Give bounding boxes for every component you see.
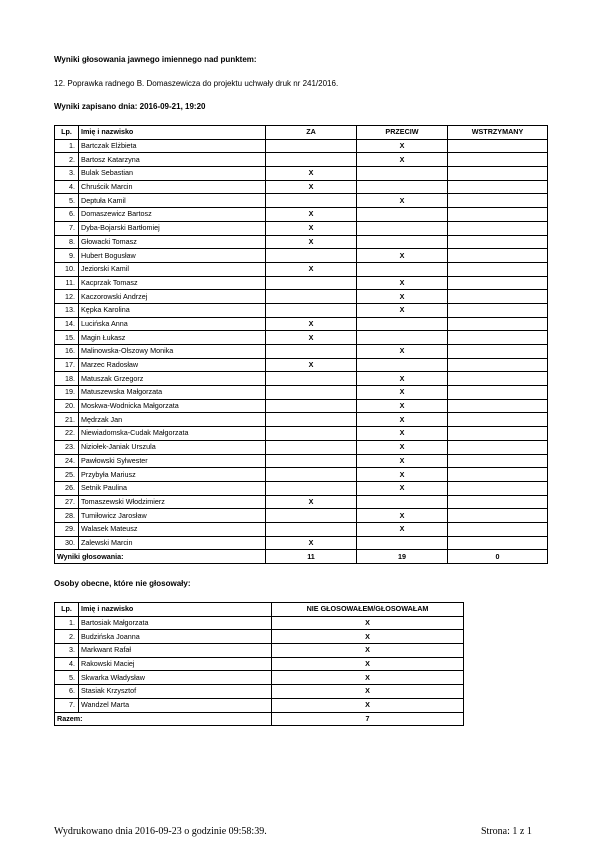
column-header-lp: Lp. bbox=[55, 126, 79, 140]
table-row bbox=[55, 317, 548, 331]
not-voted-mark: X bbox=[272, 630, 464, 644]
table-row bbox=[55, 481, 548, 495]
column-header-przeciw: PRZECIW bbox=[357, 126, 448, 140]
table-row bbox=[55, 262, 548, 276]
row-number: 30. bbox=[55, 536, 79, 550]
vote-za: X bbox=[266, 331, 357, 345]
voter-name: Deptuła Kamil bbox=[79, 194, 266, 208]
voter-name: Moskwa-Wodnicka Małgorzata bbox=[79, 399, 266, 413]
column-header-za: ZA bbox=[266, 126, 357, 140]
table-row bbox=[55, 644, 464, 658]
summary-za: 11 bbox=[266, 550, 357, 564]
row-number: 7. bbox=[55, 221, 79, 235]
voter-name: Magin Łukasz bbox=[79, 331, 266, 345]
table-row bbox=[55, 303, 548, 317]
person-name: Rakowski Maciej bbox=[79, 657, 272, 671]
row-number: 9. bbox=[55, 249, 79, 263]
voter-name: Hubert Bogusław bbox=[79, 249, 266, 263]
table-row bbox=[55, 509, 548, 523]
vote-przeciw bbox=[357, 221, 448, 235]
vote-przeciw: X bbox=[357, 427, 448, 441]
voter-name: Tomaszewski Włodzimierz bbox=[79, 495, 266, 509]
vote-przeciw bbox=[357, 180, 448, 194]
vote-za bbox=[266, 522, 357, 536]
table-row bbox=[55, 413, 548, 427]
row-number: 24. bbox=[55, 454, 79, 468]
vote-wstrzymany bbox=[448, 194, 548, 208]
table-row bbox=[55, 139, 548, 153]
vote-wstrzymany bbox=[448, 427, 548, 441]
voter-name: Bartczak Elżbieta bbox=[79, 139, 266, 153]
vote-przeciw: X bbox=[357, 481, 448, 495]
voter-name: Chruścik Marcin bbox=[79, 180, 266, 194]
vote-za bbox=[266, 194, 357, 208]
vote-wstrzymany bbox=[448, 481, 548, 495]
row-number: 6. bbox=[55, 685, 79, 699]
table-row bbox=[55, 440, 548, 454]
not-voted-mark: X bbox=[272, 698, 464, 712]
table-row bbox=[55, 153, 548, 167]
voter-name: Głowacki Tomasz bbox=[79, 235, 266, 249]
person-name: Budzińska Joanna bbox=[79, 630, 272, 644]
vote-za: X bbox=[266, 317, 357, 331]
table-header-row bbox=[55, 603, 464, 617]
vote-wstrzymany bbox=[448, 317, 548, 331]
table-row bbox=[55, 290, 548, 304]
row-number: 14. bbox=[55, 317, 79, 331]
row-number: 26. bbox=[55, 481, 79, 495]
table-row bbox=[55, 522, 548, 536]
vote-wstrzymany bbox=[448, 440, 548, 454]
not-voted-mark: X bbox=[272, 657, 464, 671]
vote-za: X bbox=[266, 167, 357, 181]
voter-name: Walasek Mateusz bbox=[79, 522, 266, 536]
absent-voters-table bbox=[54, 602, 464, 726]
table-row bbox=[55, 358, 548, 372]
vote-przeciw bbox=[357, 536, 448, 550]
row-number: 2. bbox=[55, 153, 79, 167]
vote-title: Wyniki głosowania jawnego imiennego nad punktem: bbox=[54, 55, 257, 64]
vote-wstrzymany bbox=[448, 139, 548, 153]
voter-name: Lucińska Anna bbox=[79, 317, 266, 331]
row-number: 2. bbox=[55, 630, 79, 644]
summary-label: Wyniki głosowania: bbox=[55, 550, 266, 564]
vote-przeciw: X bbox=[357, 399, 448, 413]
table-row bbox=[55, 536, 548, 550]
vote-za bbox=[266, 481, 357, 495]
vote-przeciw: X bbox=[357, 303, 448, 317]
row-number: 27. bbox=[55, 495, 79, 509]
vote-przeciw: X bbox=[357, 372, 448, 386]
voter-name: Niewiadomska-Cudak Małgorzata bbox=[79, 427, 266, 441]
vote-wstrzymany bbox=[448, 221, 548, 235]
table-row bbox=[55, 249, 548, 263]
row-number: 17. bbox=[55, 358, 79, 372]
table-row bbox=[55, 345, 548, 359]
not-voted-mark: X bbox=[272, 644, 464, 658]
person-name: Stasiak Krzysztof bbox=[79, 685, 272, 699]
vote-za: X bbox=[266, 358, 357, 372]
table-row bbox=[55, 386, 548, 400]
row-number: 4. bbox=[55, 180, 79, 194]
vote-wstrzymany bbox=[448, 331, 548, 345]
table-row bbox=[55, 331, 548, 345]
vote-za: X bbox=[266, 180, 357, 194]
row-number: 18. bbox=[55, 372, 79, 386]
person-name: Bartosiak Małgorzata bbox=[79, 616, 272, 630]
table-header-row bbox=[55, 126, 548, 140]
table-row bbox=[55, 427, 548, 441]
vote-za bbox=[266, 454, 357, 468]
vote-przeciw bbox=[357, 235, 448, 249]
vote-za bbox=[266, 399, 357, 413]
vote-wstrzymany bbox=[448, 358, 548, 372]
vote-wstrzymany bbox=[448, 509, 548, 523]
table-row bbox=[55, 454, 548, 468]
vote-przeciw: X bbox=[357, 276, 448, 290]
vote-przeciw: X bbox=[357, 345, 448, 359]
voter-name: Matuszewska Małgorzata bbox=[79, 386, 266, 400]
column-header-lp: Lp. bbox=[55, 603, 79, 617]
vote-przeciw: X bbox=[357, 153, 448, 167]
vote-za bbox=[266, 139, 357, 153]
vote-za bbox=[266, 290, 357, 304]
voter-name: Domaszewicz Bartosz bbox=[79, 208, 266, 222]
vote-przeciw bbox=[357, 317, 448, 331]
voter-name: Setnik Paulina bbox=[79, 481, 266, 495]
row-number: 20. bbox=[55, 399, 79, 413]
vote-przeciw bbox=[357, 167, 448, 181]
voter-name: Jeziorski Kamil bbox=[79, 262, 266, 276]
table-row bbox=[55, 657, 464, 671]
vote-za bbox=[266, 345, 357, 359]
vote-przeciw bbox=[357, 331, 448, 345]
vote-przeciw bbox=[357, 262, 448, 276]
vote-przeciw bbox=[357, 358, 448, 372]
summary-count: 7 bbox=[272, 712, 464, 726]
vote-za: X bbox=[266, 208, 357, 222]
saved-timestamp: Wyniki zapisano dnia: 2016-09-21, 19:20 bbox=[54, 102, 206, 111]
voter-name: Niziołek-Janiak Urszula bbox=[79, 440, 266, 454]
row-number: 1. bbox=[55, 616, 79, 630]
table-row bbox=[55, 616, 464, 630]
row-number: 11. bbox=[55, 276, 79, 290]
row-number: 13. bbox=[55, 303, 79, 317]
vote-wstrzymany bbox=[448, 522, 548, 536]
print-timestamp: Wydrukowano dnia 2016-09-23 o godzinie 09:58:39. bbox=[54, 826, 267, 837]
row-number: 7. bbox=[55, 698, 79, 712]
voter-name: Marzec Radosław bbox=[79, 358, 266, 372]
table-row bbox=[55, 180, 548, 194]
vote-za: X bbox=[266, 235, 357, 249]
vote-przeciw: X bbox=[357, 468, 448, 482]
row-number: 19. bbox=[55, 386, 79, 400]
row-number: 8. bbox=[55, 235, 79, 249]
vote-wstrzymany bbox=[448, 468, 548, 482]
table-row bbox=[55, 194, 548, 208]
vote-wstrzymany bbox=[448, 249, 548, 263]
vote-wstrzymany bbox=[448, 345, 548, 359]
vote-przeciw: X bbox=[357, 454, 448, 468]
table-row bbox=[55, 167, 548, 181]
voter-name: Kaczorowski Andrzej bbox=[79, 290, 266, 304]
voter-name: Malinowska-Olszowy Monika bbox=[79, 345, 266, 359]
row-number: 21. bbox=[55, 413, 79, 427]
vote-za bbox=[266, 468, 357, 482]
voter-name: Mędrzak Jan bbox=[79, 413, 266, 427]
vote-wstrzymany bbox=[448, 536, 548, 550]
vote-wstrzymany bbox=[448, 303, 548, 317]
row-number: 16. bbox=[55, 345, 79, 359]
summary-row bbox=[55, 712, 464, 726]
vote-za bbox=[266, 509, 357, 523]
vote-za bbox=[266, 372, 357, 386]
vote-za bbox=[266, 153, 357, 167]
table-row bbox=[55, 495, 548, 509]
table-row bbox=[55, 630, 464, 644]
vote-wstrzymany bbox=[448, 399, 548, 413]
row-number: 25. bbox=[55, 468, 79, 482]
not-voted-mark: X bbox=[272, 671, 464, 685]
voter-name: Tumiłowicz Jarosław bbox=[79, 509, 266, 523]
vote-przeciw: X bbox=[357, 413, 448, 427]
vote-za: X bbox=[266, 262, 357, 276]
voter-name: Kępka Karolina bbox=[79, 303, 266, 317]
summary-row bbox=[55, 550, 548, 564]
vote-za: X bbox=[266, 536, 357, 550]
vote-przeciw: X bbox=[357, 440, 448, 454]
vote-przeciw: X bbox=[357, 139, 448, 153]
vote-wstrzymany bbox=[448, 167, 548, 181]
vote-wstrzymany bbox=[448, 372, 548, 386]
table-row bbox=[55, 276, 548, 290]
vote-wstrzymany bbox=[448, 235, 548, 249]
vote-results-table bbox=[54, 125, 548, 564]
vote-wstrzymany bbox=[448, 454, 548, 468]
row-number: 5. bbox=[55, 671, 79, 685]
person-name: Skwarka Władysław bbox=[79, 671, 272, 685]
vote-wstrzymany bbox=[448, 208, 548, 222]
row-number: 1. bbox=[55, 139, 79, 153]
vote-przeciw bbox=[357, 208, 448, 222]
row-number: 6. bbox=[55, 208, 79, 222]
page-number: Strona: 1 z 1 bbox=[481, 826, 532, 837]
vote-wstrzymany bbox=[448, 153, 548, 167]
voter-name: Dyba-Bojarski Bartłomiej bbox=[79, 221, 266, 235]
vote-przeciw: X bbox=[357, 386, 448, 400]
summary-przeciw: 19 bbox=[357, 550, 448, 564]
vote-przeciw: X bbox=[357, 522, 448, 536]
voter-name: Zalewski Marcin bbox=[79, 536, 266, 550]
table-row bbox=[55, 372, 548, 386]
column-header-not-voted: NIE GŁOSOWAŁEM/GŁOSOWAŁAM bbox=[272, 603, 464, 617]
vote-wstrzymany bbox=[448, 276, 548, 290]
table-row bbox=[55, 698, 464, 712]
vote-za bbox=[266, 427, 357, 441]
row-number: 15. bbox=[55, 331, 79, 345]
vote-za bbox=[266, 303, 357, 317]
vote-przeciw bbox=[357, 495, 448, 509]
agenda-item: 12. Poprawka radnego B. Domaszewicza do projektu uchwały druk nr 241/2016. bbox=[54, 79, 339, 88]
vote-wstrzymany bbox=[448, 290, 548, 304]
table-row bbox=[55, 671, 464, 685]
row-number: 10. bbox=[55, 262, 79, 276]
vote-za: X bbox=[266, 221, 357, 235]
voter-name: Bartosz Katarzyna bbox=[79, 153, 266, 167]
column-header-name: Imię i nazwisko bbox=[79, 126, 266, 140]
voter-name: Kacprzak Tomasz bbox=[79, 276, 266, 290]
row-number: 28. bbox=[55, 509, 79, 523]
row-number: 5. bbox=[55, 194, 79, 208]
row-number: 29. bbox=[55, 522, 79, 536]
table-row bbox=[55, 221, 548, 235]
voter-name: Przybyła Mariusz bbox=[79, 468, 266, 482]
vote-za bbox=[266, 249, 357, 263]
vote-przeciw: X bbox=[357, 194, 448, 208]
row-number: 12. bbox=[55, 290, 79, 304]
vote-przeciw: X bbox=[357, 249, 448, 263]
voter-name: Bulak Sebastian bbox=[79, 167, 266, 181]
person-name: Wandzel Marta bbox=[79, 698, 272, 712]
vote-za bbox=[266, 440, 357, 454]
absent-heading: Osoby obecne, które nie głosowały: bbox=[54, 579, 191, 588]
voter-name: Pawłowski Sylwester bbox=[79, 454, 266, 468]
table-row bbox=[55, 208, 548, 222]
table-row bbox=[55, 399, 548, 413]
not-voted-mark: X bbox=[272, 685, 464, 699]
row-number: 4. bbox=[55, 657, 79, 671]
row-number: 3. bbox=[55, 644, 79, 658]
not-voted-mark: X bbox=[272, 616, 464, 630]
summary-wstrzymany: 0 bbox=[448, 550, 548, 564]
vote-za bbox=[266, 386, 357, 400]
vote-przeciw: X bbox=[357, 290, 448, 304]
person-name: Markwant Rafał bbox=[79, 644, 272, 658]
row-number: 23. bbox=[55, 440, 79, 454]
vote-za: X bbox=[266, 495, 357, 509]
column-header-wstrzymany: WSTRZYMANY bbox=[448, 126, 548, 140]
row-number: 22. bbox=[55, 427, 79, 441]
table-row bbox=[55, 685, 464, 699]
vote-wstrzymany bbox=[448, 495, 548, 509]
vote-za bbox=[266, 413, 357, 427]
vote-wstrzymany bbox=[448, 413, 548, 427]
vote-za bbox=[266, 276, 357, 290]
vote-wstrzymany bbox=[448, 262, 548, 276]
row-number: 3. bbox=[55, 167, 79, 181]
vote-wstrzymany bbox=[448, 180, 548, 194]
table-row bbox=[55, 235, 548, 249]
vote-wstrzymany bbox=[448, 386, 548, 400]
vote-przeciw: X bbox=[357, 509, 448, 523]
column-header-name: Imię i nazwisko bbox=[79, 603, 272, 617]
table-row bbox=[55, 468, 548, 482]
summary-label: Razem: bbox=[55, 712, 272, 726]
voter-name: Matuszak Grzegorz bbox=[79, 372, 266, 386]
